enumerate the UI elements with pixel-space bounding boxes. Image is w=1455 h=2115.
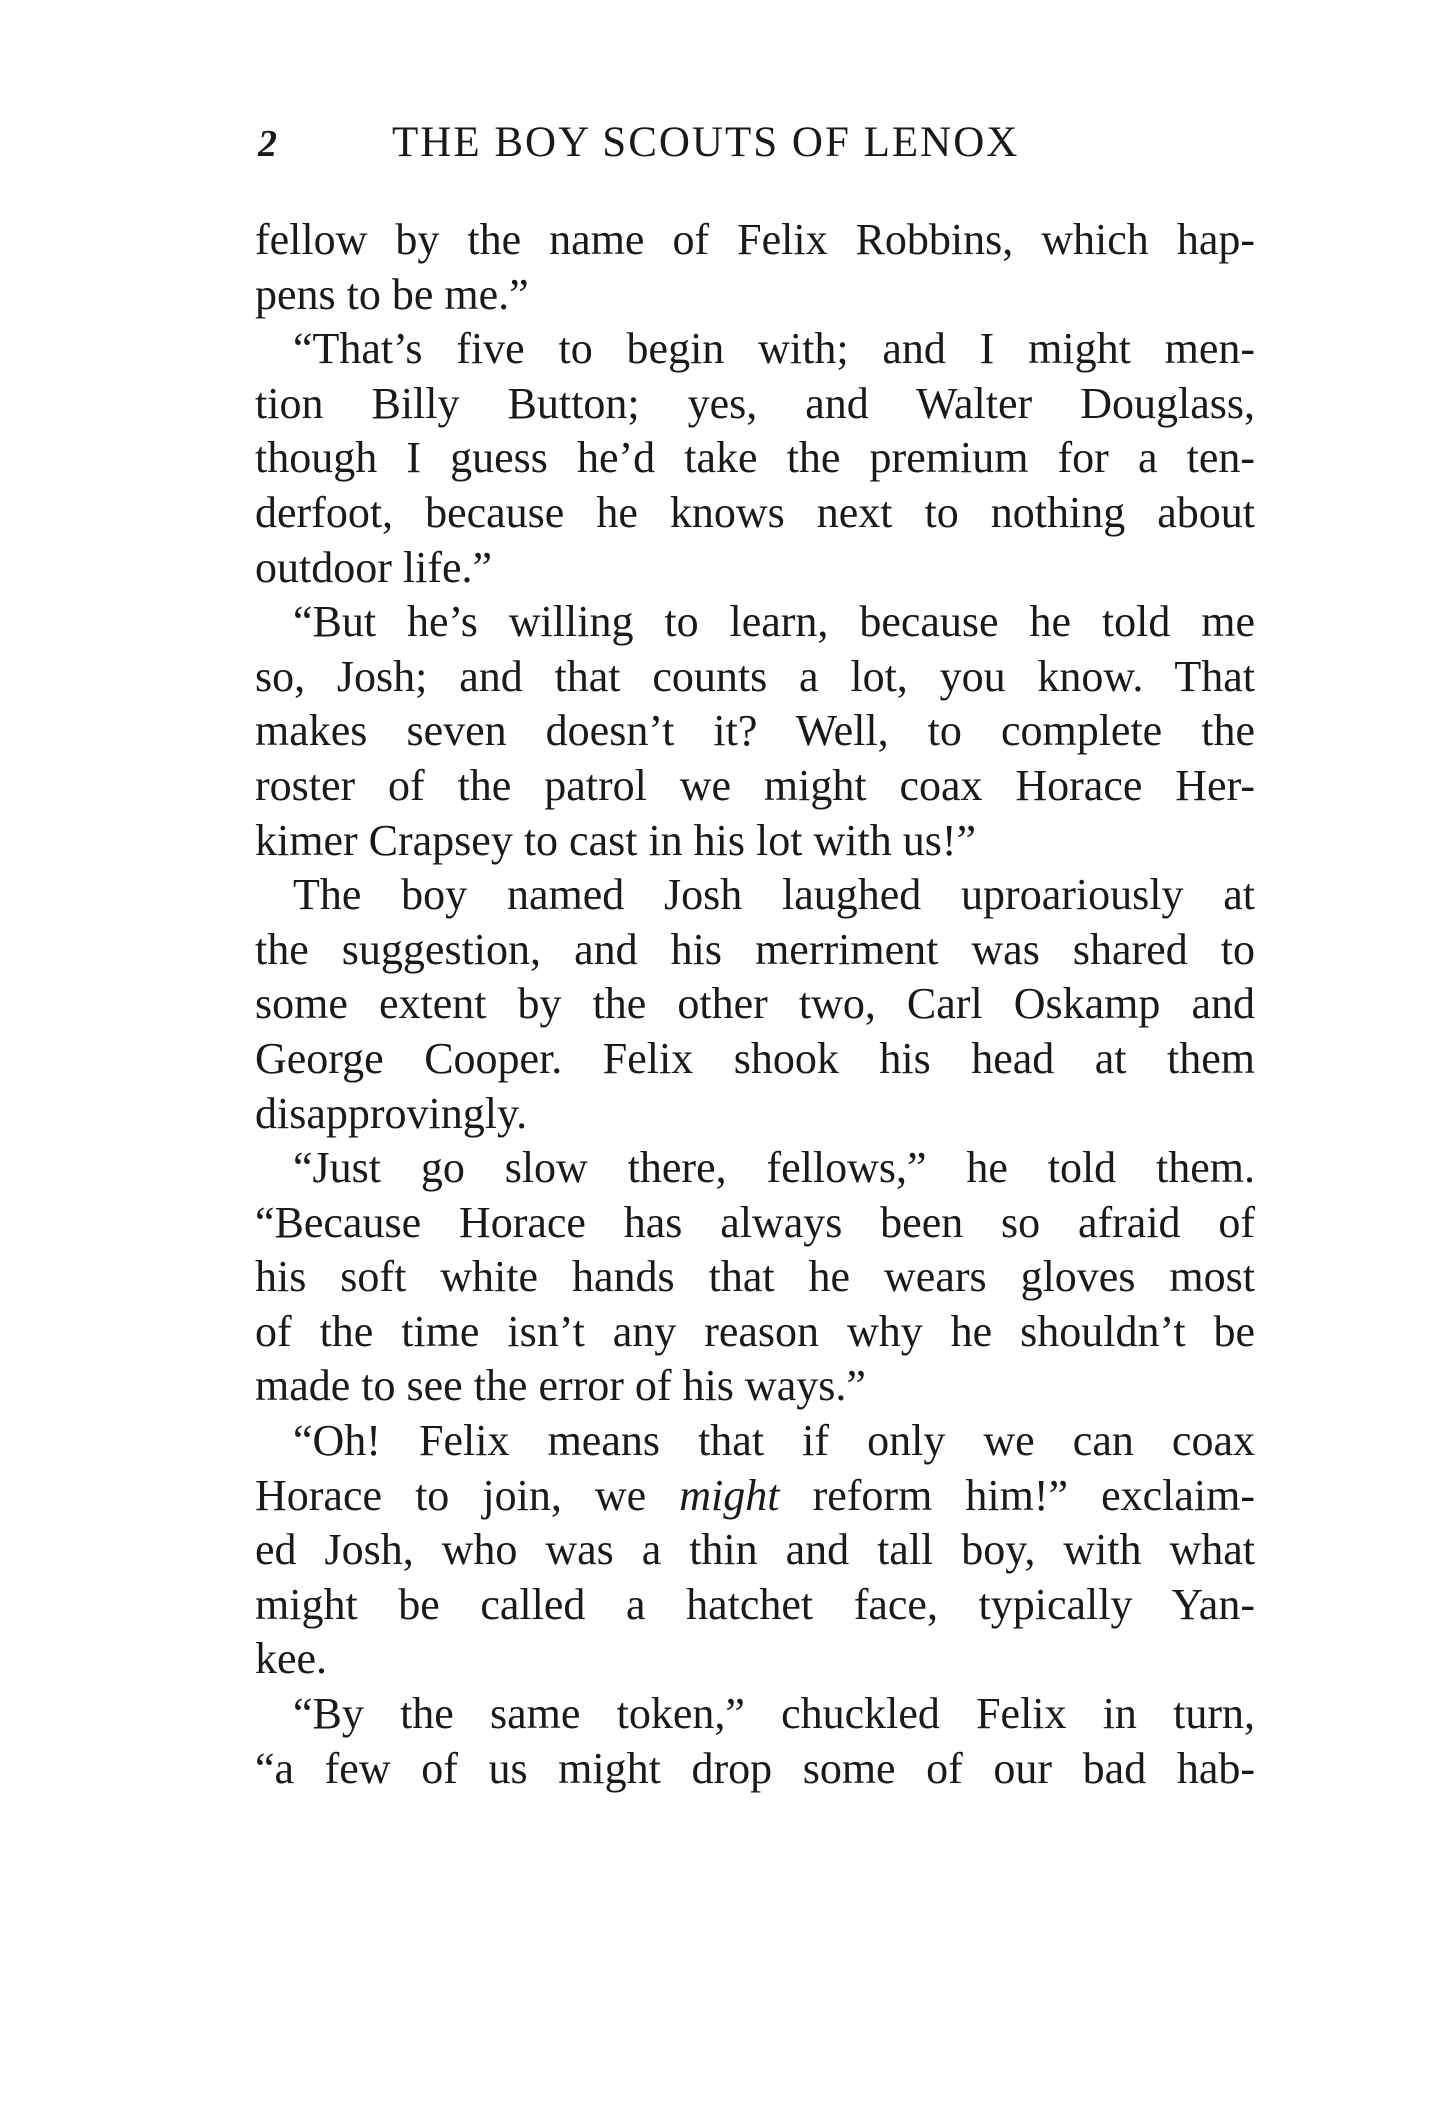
text-line-with-emphasis bbox=[255, 1469, 1255, 1524]
text-line: his soft white hands that he wears gloves most bbox=[255, 1252, 1255, 1302]
text-line: “By the same token,” chuckled Felix in turn, bbox=[293, 1689, 1255, 1739]
text-line: so, Josh; and that counts a lot, you know. That bbox=[255, 651, 1255, 701]
emphasized-word: might bbox=[679, 1470, 780, 1520]
text-line: makes seven doesn’t it? Well, to complete the bbox=[255, 706, 1255, 756]
running-title: THE BOY SCOUTS OF LENOX bbox=[392, 119, 1020, 166]
text-line: “But he’s willing to learn, because he told me bbox=[293, 597, 1255, 647]
text-line: tion Billy Button; yes, and Walter Douglass, bbox=[255, 378, 1255, 428]
text-line: pens to be me.” bbox=[255, 269, 529, 319]
text-line: some extent by the other two, Carl Oskamp and bbox=[255, 979, 1255, 1029]
text-line: ed Josh, who was a thin and tall boy, with what bbox=[255, 1525, 1255, 1575]
text-line: kee. bbox=[255, 1634, 328, 1684]
text-segment: Horace to join, we bbox=[255, 1470, 680, 1520]
text-line: George Cooper. Felix shook his head at them bbox=[255, 1033, 1255, 1083]
text-line: kimer Crapsey to cast in his lot with us!” bbox=[255, 815, 976, 865]
text-line: “Because Horace has always been so afraid of bbox=[255, 1197, 1255, 1247]
text-line: of the time isn’t any reason why he shouldn’t be bbox=[255, 1306, 1255, 1356]
text-line: “That’s five to begin with; and I might men- bbox=[293, 324, 1255, 374]
page-number: 2 bbox=[258, 123, 278, 165]
text-line: derfoot, because he knows next to nothing about bbox=[255, 487, 1255, 537]
text-line: the suggestion, and his merriment was shared to bbox=[255, 924, 1255, 974]
text-line: outdoor life.” bbox=[255, 542, 493, 592]
text-line: “a few of us might drop some of our bad hab- bbox=[255, 1743, 1255, 1793]
text-line: though I guess he’d take the premium for a ten- bbox=[255, 433, 1255, 483]
text-line: disapprovingly. bbox=[255, 1088, 528, 1138]
running-head bbox=[250, 118, 1260, 178]
text-line: “Oh! Felix means that if only we can coax bbox=[293, 1416, 1255, 1466]
text-line: The boy named Josh laughed uproariously at bbox=[293, 870, 1255, 920]
text-line: might be called a hatchet face, typically Yan- bbox=[255, 1579, 1255, 1629]
text-line: made to see the error of his ways.” bbox=[255, 1361, 866, 1411]
text-segment: reform him!” exclaim- bbox=[779, 1470, 1255, 1520]
body-text bbox=[255, 213, 1255, 1796]
text-line: fellow by the name of Felix Robbins, which hap- bbox=[255, 215, 1255, 264]
text-line: roster of the patrol we might coax Horace Her- bbox=[255, 760, 1255, 810]
text-line: “Just go slow there, fellows,” he told them. bbox=[293, 1143, 1255, 1193]
